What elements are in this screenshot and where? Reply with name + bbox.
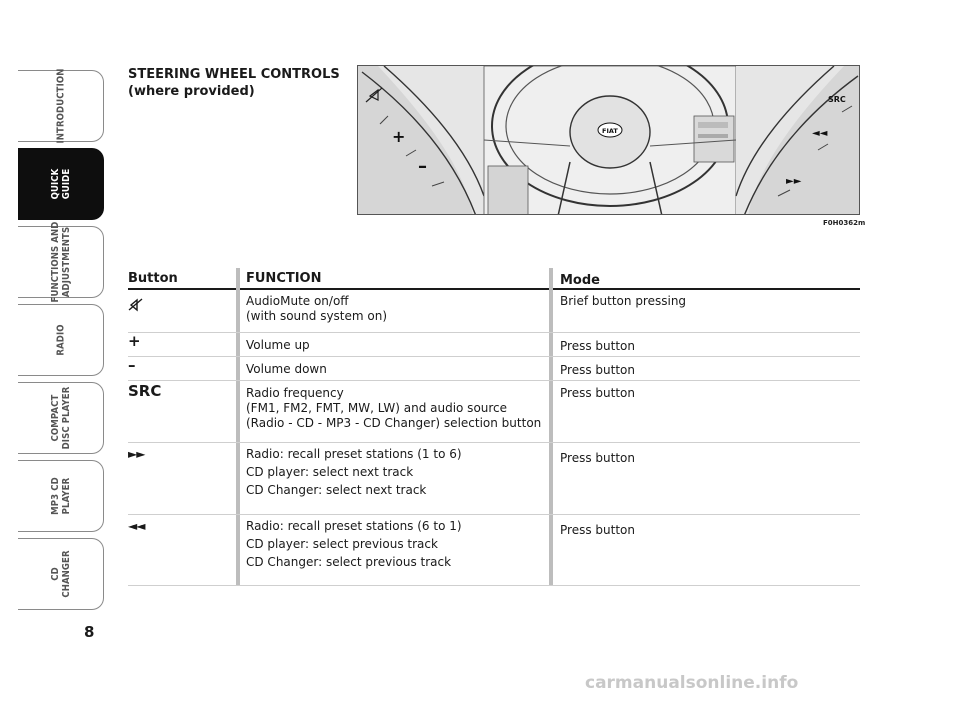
function-line: AudioMute on/off [246, 294, 349, 308]
table-row [128, 514, 860, 586]
table-row [128, 332, 860, 357]
figure-code: F0H0362m [823, 219, 866, 227]
table-row [128, 380, 860, 443]
mode-cell: Press button [560, 363, 635, 377]
function-line: CD player: select next track [246, 465, 414, 479]
table-row [128, 356, 860, 381]
steering-wheel-drawing [358, 66, 860, 215]
function-cell [246, 338, 546, 353]
function-line: CD Changer: select next track [246, 483, 427, 497]
table-row [128, 442, 860, 515]
mute-icon [128, 297, 144, 313]
function-cell [246, 447, 546, 501]
button-cell: + [128, 332, 141, 350]
tab-label: CD CHANGER [49, 550, 72, 598]
function-cell [246, 519, 546, 573]
button-cell [128, 297, 144, 316]
page-number: 8 [84, 623, 95, 641]
function-line: Radio: recall preset stations (6 to 1) [246, 519, 462, 533]
function-cell [246, 294, 546, 324]
mode-cell: Press button [560, 339, 635, 353]
function-line: Volume down [246, 362, 327, 376]
tab-quick-guide[interactable] [18, 148, 104, 220]
mode-cell: Press button [560, 523, 635, 537]
header-function: FUNCTION [246, 271, 322, 286]
tab-label: QUICK GUIDE [49, 168, 72, 200]
button-cell: ►► [128, 447, 145, 461]
steering-wheel-illustration [357, 65, 860, 215]
section-title: STEERING WHEEL CONTROLS (where provided) [128, 67, 340, 99]
tab-label: RADIO [55, 324, 66, 356]
function-cell [246, 386, 546, 431]
mode-cell: Press button [560, 451, 635, 465]
header-button: Button [128, 271, 178, 286]
tab-mp3-cd-player[interactable] [18, 460, 104, 532]
src-label: SRC [828, 95, 846, 104]
watermark: carmanualsonline.info [585, 673, 799, 693]
previous-icon: ◄◄ [812, 128, 828, 139]
tab-functions-and-adjustments[interactable] [18, 221, 104, 303]
tab-label: MP3 CD PLAYER [49, 477, 72, 515]
next-icon: ►► [786, 176, 802, 187]
function-cell [246, 362, 546, 377]
tab-compact-disc-player[interactable] [18, 382, 104, 454]
function-line: (Radio - CD - MP3 - CD Changer) selection button [246, 416, 542, 430]
header-mode: Mode [560, 273, 600, 288]
tab-introduction[interactable] [18, 70, 104, 142]
function-line: Volume up [246, 338, 310, 352]
function-line: Radio frequency [246, 386, 344, 400]
controls-table [128, 262, 860, 569]
fiat-badge: FIAT [602, 127, 618, 135]
function-line: CD player: select previous track [246, 537, 438, 551]
tab-label: INTRODUCTION [55, 68, 66, 144]
table-row [128, 292, 860, 333]
function-line: (FM1, FM2, FMT, MW, LW) and audio source [246, 401, 508, 415]
button-cell: – [128, 356, 136, 374]
function-line: (with sound system on) [246, 309, 388, 323]
tab-cd-changer[interactable] [18, 538, 104, 610]
tab-label: FUNCTIONS AND ADJUSTMENTS [49, 221, 72, 303]
button-cell: ◄◄ [128, 519, 145, 533]
minus-label: – [418, 156, 427, 177]
function-line: Radio: recall preset stations (1 to 6) [246, 447, 462, 461]
mode-cell: Brief button pressing [560, 294, 687, 308]
function-line: CD Changer: select previous track [246, 555, 452, 569]
mode-cell: Press button [560, 386, 635, 400]
button-cell: SRC [128, 382, 162, 400]
tab-radio[interactable] [18, 304, 104, 376]
tab-label: COMPACT DISC PLAYER [49, 386, 72, 450]
plus-label: + [392, 127, 406, 146]
